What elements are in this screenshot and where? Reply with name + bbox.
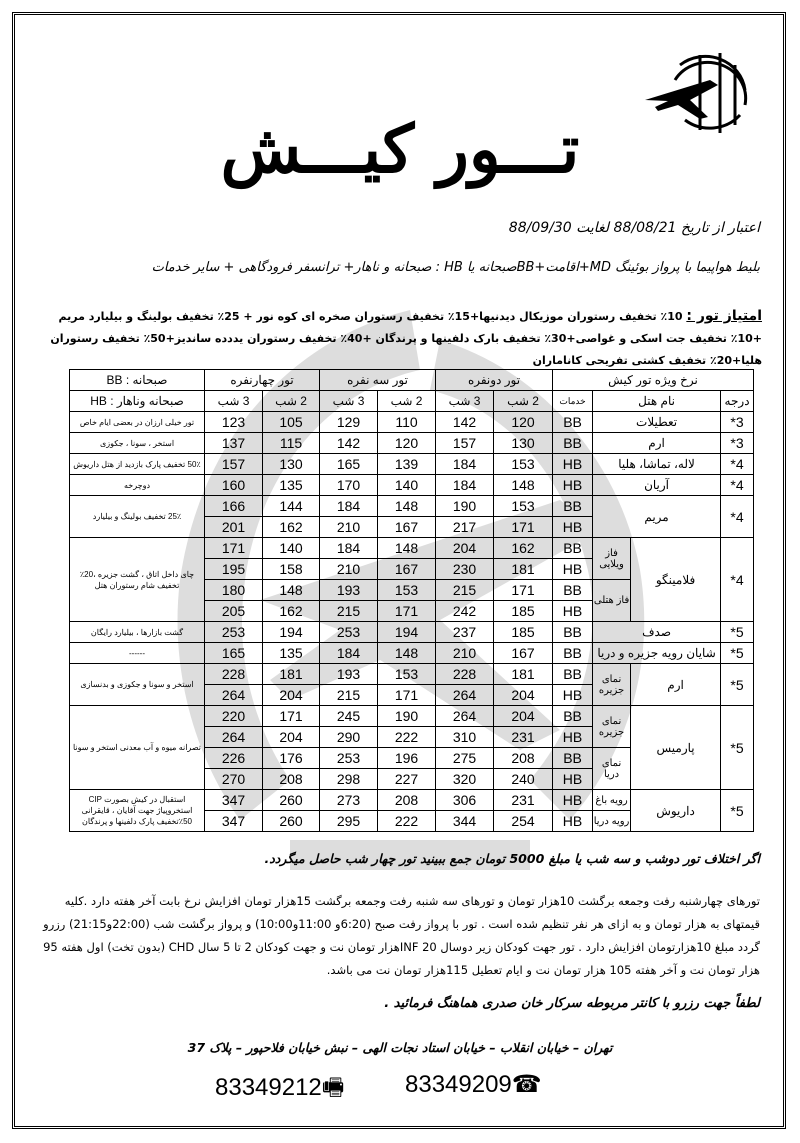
table-row: [70, 454, 754, 475]
table-row: [70, 790, 754, 811]
price-cell: 306: [436, 790, 494, 811]
hotel-section-cell: نمای دریا: [593, 748, 631, 790]
hotel-name-cell: شایان رویه جزیره و دریا: [593, 643, 721, 664]
price-cell: 180: [205, 580, 263, 601]
header-bb-legend: صبحانه : BB: [70, 370, 205, 391]
price-cell: 270: [205, 769, 263, 790]
table-row: [70, 412, 754, 433]
grade-cell: 4*: [721, 454, 754, 475]
service-cell: HB: [553, 769, 593, 790]
price-cell: 148: [378, 538, 436, 559]
price-cell: 204: [436, 538, 494, 559]
price-cell: 184: [320, 496, 378, 517]
price-cell: 228: [436, 664, 494, 685]
hotel-name-cell: صدف: [593, 622, 721, 643]
price-cell: 320: [436, 769, 494, 790]
amenity-note-cell: چای داخل اتاق ، گشت جزیره ،20٪ تخفیف شام رستوران هتل: [70, 538, 205, 622]
price-cell: 193: [320, 664, 378, 685]
price-cell: 171: [378, 601, 436, 622]
grade-cell: 3*: [721, 412, 754, 433]
price-cell: 153: [378, 664, 436, 685]
price-cell: 153: [494, 496, 553, 517]
price-cell: 195: [205, 559, 263, 580]
price-cell: 185: [494, 601, 553, 622]
fax-icon: 🖷: [321, 1074, 345, 1101]
price-cell: 190: [436, 496, 494, 517]
price-cell: 140: [263, 538, 320, 559]
price-cell: 260: [263, 811, 320, 832]
amenity-note-cell: گشت بازارها ، بیلیارد رایگان: [70, 622, 205, 643]
hotel-name-cell: داریوش: [631, 790, 721, 832]
price-cell: 162: [263, 517, 320, 538]
price-cell: 162: [494, 538, 553, 559]
price-cell: 171: [205, 538, 263, 559]
price-cell: 264: [205, 727, 263, 748]
header-four-person: تور چهارنفره: [205, 370, 320, 391]
grade-cell: 5*: [721, 790, 754, 832]
page-title: تـــور کیـــش: [220, 110, 580, 188]
service-cell: BB: [553, 748, 593, 769]
price-cell: 245: [320, 706, 378, 727]
header-nights: 3 شب: [320, 391, 378, 412]
tour-benefits: [40, 305, 762, 372]
header-nights: 3 شب: [436, 391, 494, 412]
service-cell: BB: [553, 538, 593, 559]
price-cell: 208: [263, 769, 320, 790]
price-cell: 231: [494, 727, 553, 748]
price-cell: 204: [494, 685, 553, 706]
price-cell: 275: [436, 748, 494, 769]
price-cell: 158: [263, 559, 320, 580]
price-cell: 208: [494, 748, 553, 769]
grade-cell: 5*: [721, 622, 754, 643]
service-cell: HB: [553, 685, 593, 706]
price-cell: 123: [205, 412, 263, 433]
hotel-section-cell: فاز ویلایی: [593, 538, 631, 580]
amenity-note-cell: تصرانه میوه و آب معدنی استخر و سونا: [70, 706, 205, 790]
price-cell: 240: [494, 769, 553, 790]
service-cell: BB: [553, 412, 593, 433]
price-cell: 193: [320, 580, 378, 601]
benefits-lead: امتیاز تور :: [686, 308, 762, 324]
price-cell: 264: [436, 685, 494, 706]
hotel-name-cell: مریم: [593, 496, 721, 538]
service-cell: HB: [553, 475, 593, 496]
price-difference-note: اگر اختلاف تور دوشب و سه شب یا مبلغ 5000 تومان جمع ببینید تور چهار شب حاصل میگردد.: [264, 851, 760, 866]
service-cell: HB: [553, 727, 593, 748]
hotel-name-cell: فلامینگو: [631, 538, 721, 622]
price-cell: 139: [378, 454, 436, 475]
amenity-note-cell: استخر ، سونا ، جکوزی: [70, 433, 205, 454]
price-cell: 295: [320, 811, 378, 832]
price-cell: 148: [494, 475, 553, 496]
ticket-description: بلیط هواپیما با پرواز بوئینگ MD+اقامت+BBصبحانه یا HB : صبحانه و ناهار+ ترانسفر فرودگاهی + سایر خدمات: [151, 260, 760, 275]
amenity-note-cell: تور خیلی ارزان در بعضی ایام خاص: [70, 412, 205, 433]
price-cell: 310: [436, 727, 494, 748]
price-cell: 130: [494, 433, 553, 454]
grade-cell: 5*: [721, 664, 754, 706]
price-cell: 290: [320, 727, 378, 748]
hotel-section-cell: رویه باغ: [593, 790, 631, 811]
price-cell: 157: [205, 454, 263, 475]
hotel-name-cell: آریان: [593, 475, 721, 496]
price-cell: 237: [436, 622, 494, 643]
price-cell: 170: [320, 475, 378, 496]
price-cell: 228: [205, 664, 263, 685]
price-cell: 120: [378, 433, 436, 454]
price-cell: 153: [494, 454, 553, 475]
fax-number: [215, 1070, 344, 1111]
table-row: [70, 538, 754, 559]
price-cell: 222: [378, 727, 436, 748]
hotel-name-cell: پارمیس: [631, 706, 721, 790]
price-cell: 165: [205, 643, 263, 664]
price-cell: 230: [436, 559, 494, 580]
telephone-icon: ☎: [511, 1071, 542, 1098]
hotel-section-cell: نمای جزیره: [593, 664, 631, 706]
price-cell: 162: [263, 601, 320, 622]
price-cell: 242: [436, 601, 494, 622]
price-cell: 298: [320, 769, 378, 790]
price-cell: 220: [205, 706, 263, 727]
price-cell: 171: [263, 706, 320, 727]
price-cell: 166: [205, 496, 263, 517]
price-cell: 231: [494, 790, 553, 811]
table-row: [70, 664, 754, 685]
price-cell: 260: [263, 790, 320, 811]
amenity-note-cell: استخر و سونا و جکوزی و بدنسازی: [70, 664, 205, 706]
price-cell: 215: [320, 685, 378, 706]
price-cell: 140: [378, 475, 436, 496]
header-nights: 2 شب: [378, 391, 436, 412]
price-cell: 210: [320, 517, 378, 538]
service-cell: BB: [553, 643, 593, 664]
table-row: [70, 622, 754, 643]
contact-numbers: [0, 1070, 800, 1110]
table-row: [70, 706, 754, 727]
header-nights: 2 شب: [263, 391, 320, 412]
price-cell: 185: [494, 622, 553, 643]
price-cell: 148: [378, 643, 436, 664]
price-cell: 165: [320, 454, 378, 475]
price-cell: 171: [378, 685, 436, 706]
hotel-section-cell: نمای جزیره: [593, 706, 631, 748]
service-cell: BB: [553, 622, 593, 643]
hotel-section-cell: رویه دریا: [593, 811, 631, 832]
price-cell: 130: [263, 454, 320, 475]
price-cell: 253: [205, 622, 263, 643]
price-cell: 190: [378, 706, 436, 727]
price-cell: 160: [205, 475, 263, 496]
price-cell: 153: [378, 580, 436, 601]
price-cell: 215: [320, 601, 378, 622]
price-cell: 273: [320, 790, 378, 811]
service-cell: HB: [553, 517, 593, 538]
service-cell: HB: [553, 811, 593, 832]
terms-paragraph: تورهای چهارشنبه رفت وجمعه برگشت 10هزار تومان و تورهای سه شنبه رفت وجمعه برگشت 15هزار تومان افزایش نرخ بابت آخر هفته دارد .کلیه قیمتهای به هزار تومان و به ازای هر نفر تنظیم شده است . تور با پرواز رفت صبح (6:20و 11:00و10:00) و پرواز برگشت شب (22:00و21:15) رزرو گردد مبلغ 10هزارتومان افزایش دارد . تور جهت کودکان زیر دوسال 20 INFهزار تومان نت و جهت کودکان 2 تا 5 سال CHD (بدون تخت) اول هفته 95 هزار تومان نت و آخر هفته 105 هزار تومان نت و ایام تعطیل 115هزار تومان نت می باشد.: [43, 894, 760, 977]
header-hb-legend: صبحانه وناهار : HB: [70, 391, 205, 412]
price-cell: 344: [436, 811, 494, 832]
price-cell: 110: [378, 412, 436, 433]
price-cell: 347: [205, 811, 263, 832]
header-special-rate: نرخ ویژه تور کیش: [553, 370, 754, 391]
grade-cell: 3*: [721, 433, 754, 454]
table-row: [70, 643, 754, 664]
price-cell: 204: [494, 706, 553, 727]
price-cell: 254: [494, 811, 553, 832]
header-grade: درجه: [721, 391, 754, 412]
price-cell: 181: [263, 664, 320, 685]
grade-cell: 4*: [721, 496, 754, 538]
validity-dates: اعتبار از تاریخ 88/08/21 لغایت 88/09/30: [508, 220, 760, 236]
price-cell: 148: [378, 496, 436, 517]
price-cell: 181: [494, 559, 553, 580]
price-cell: 204: [263, 685, 320, 706]
price-cell: 184: [436, 454, 494, 475]
service-cell: HB: [553, 559, 593, 580]
hotel-name-cell: لاله، تماشا، هلیا: [593, 454, 721, 475]
price-cell: 217: [436, 517, 494, 538]
amenity-note-cell: استقبال در کیش بصورت CIP استخروپیاژ جهت آقایان ، قایقرانی 50٪تخفیف پارک دلفینها و پرندگان: [70, 790, 205, 832]
benefits-text: 10٪ تخفیف رستوران موزیکال دیدنیها+15٪ تخفیف رستوران صخره ای کوه نور + 25٪ تخفیف بولینگ و بیلیارد مریم +10٪ تخفیف جت اسکی و غواصی+30٪ تخفیف بارک دلفینها و پرندگان +40٪ تخفیف رستوران یددده ساندیز+50٪ تخفیف رستوران هلیا+20٪ تخفیف کشتی تفریحی کاناماران: [50, 310, 762, 367]
header-three-person: تور سه نفره: [320, 370, 436, 391]
price-cell: 208: [378, 790, 436, 811]
service-cell: HB: [553, 601, 593, 622]
price-cell: 137: [205, 433, 263, 454]
phone-value: 83349209: [405, 1071, 512, 1098]
table-row: [70, 475, 754, 496]
price-cell: 194: [263, 622, 320, 643]
price-cell: 171: [494, 580, 553, 601]
price-cell: 167: [378, 517, 436, 538]
price-cell: 142: [436, 412, 494, 433]
service-cell: BB: [553, 664, 593, 685]
price-cell: 135: [263, 643, 320, 664]
table-row: [70, 496, 754, 517]
price-cell: 115: [263, 433, 320, 454]
price-cell: 167: [494, 643, 553, 664]
price-cell: 210: [320, 559, 378, 580]
amenity-note-cell: 25٪ تخفیف بولینگ و بیلیارد: [70, 496, 205, 538]
service-cell: BB: [553, 706, 593, 727]
price-cell: 222: [378, 811, 436, 832]
grade-cell: 4*: [721, 475, 754, 496]
hotel-name-cell: ارم: [593, 433, 721, 454]
price-cell: 135: [263, 475, 320, 496]
price-cell: 120: [494, 412, 553, 433]
hotel-section-cell: فاز هتلی: [593, 580, 631, 622]
price-cell: 148: [263, 580, 320, 601]
hotel-name-cell: تعطیلات: [593, 412, 721, 433]
table-row: [70, 433, 754, 454]
price-cell: 167: [378, 559, 436, 580]
service-cell: HB: [553, 790, 593, 811]
price-cell: 142: [320, 433, 378, 454]
price-cell: 227: [378, 769, 436, 790]
grade-cell: 5*: [721, 706, 754, 790]
header-services: خدمات: [553, 391, 593, 412]
header-nights: 3 شب: [205, 391, 263, 412]
price-cell: 194: [378, 622, 436, 643]
price-cell: 264: [436, 706, 494, 727]
price-cell: 264: [205, 685, 263, 706]
price-cell: 226: [205, 748, 263, 769]
price-cell: 196: [378, 748, 436, 769]
price-cell: 215: [436, 580, 494, 601]
price-cell: 176: [263, 748, 320, 769]
price-cell: 171: [494, 517, 553, 538]
amenity-note-cell: دوچرخه: [70, 475, 205, 496]
price-cell: 253: [320, 748, 378, 769]
phone-number: [405, 1070, 542, 1099]
price-cell: 201: [205, 517, 263, 538]
grade-cell: 5*: [721, 643, 754, 664]
header-two-person: تور دونفره: [436, 370, 553, 391]
amenity-note-cell: ------: [70, 643, 205, 664]
fax-value: 83349212: [215, 1074, 322, 1101]
price-cell: 184: [320, 538, 378, 559]
reservation-note: لطفاً جهت رزرو با کانتر مربوطه سرکار خان صدری هماهنگ فرمائید .: [384, 996, 760, 1011]
service-cell: HB: [553, 454, 593, 475]
price-cell: 253: [320, 622, 378, 643]
price-cell: 347: [205, 790, 263, 811]
grade-cell: 4*: [721, 538, 754, 622]
price-cell: 181: [494, 664, 553, 685]
price-cell: 210: [436, 643, 494, 664]
price-cell: 105: [263, 412, 320, 433]
price-cell: 144: [263, 496, 320, 517]
price-table: [69, 369, 754, 832]
price-cell: 184: [320, 643, 378, 664]
price-cell: 184: [436, 475, 494, 496]
hotel-name-cell: ارم: [631, 664, 721, 706]
service-cell: BB: [553, 496, 593, 517]
amenity-note-cell: 50٪ تخفیف پارک بازدید از هتل داریوش: [70, 454, 205, 475]
price-cell: 157: [436, 433, 494, 454]
service-cell: BB: [553, 433, 593, 454]
service-cell: BB: [553, 580, 593, 601]
price-cell: 129: [320, 412, 378, 433]
header-nights: 2 شب: [494, 391, 553, 412]
price-cell: 204: [263, 727, 320, 748]
office-address: تهران – خیابان انقلاب – خیابان استاد نجات الهی – نبش خیابان فلاحپور – پلاک 37: [187, 1040, 613, 1055]
header-hotel: نام هتل: [593, 391, 721, 412]
price-cell: 205: [205, 601, 263, 622]
